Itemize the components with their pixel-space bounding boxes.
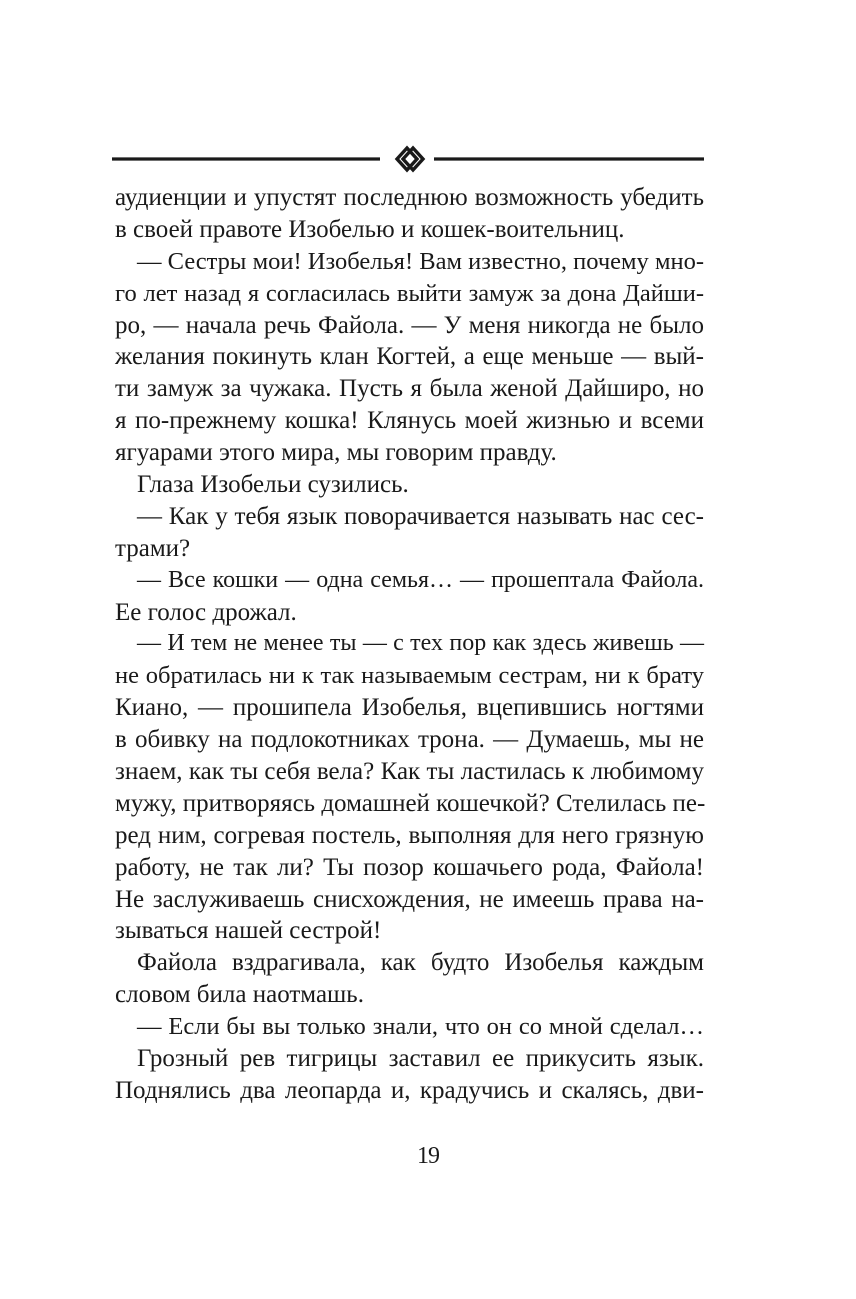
text-line: аудиенции и упустят последнюю возможность убедить (115, 184, 704, 211)
diamond-knot-icon (112, 140, 704, 176)
text-line: в обивку на подлокотниках трона. — Думаешь, мы не (115, 726, 704, 754)
text-line: Ее голос дрожал. (115, 598, 297, 626)
text-line: ро, — начала речь Файола. — У меня никогда не было (115, 311, 704, 339)
text-line: — Если бы вы только знали, что он со мной сделал… (137, 1013, 704, 1041)
text-line: в своей правоте Изобелью и кошек-воительниц. (115, 215, 625, 243)
text-line: — Все кошки — одна семья… — прошептала Файола. (137, 566, 704, 593)
text-line: ти замуж за чужака. Пусть я была женой Дайширо, но (115, 375, 704, 403)
text-line: зываться нашей сестрой! (115, 917, 382, 945)
text-line: Киано, — прошипела Изобелья, вцепившись ногтями (115, 694, 704, 722)
text-line: Глаза Изобельи сузились. (137, 471, 409, 499)
text-line: — И тем не менее ты — с тех пор как здесь живешь — (137, 630, 704, 657)
text-line: Грозный рев тигрицы заставил ее прикусить язык. (137, 1045, 704, 1073)
text-line: — Сестры мои! Изобелья! Вам известно, почему мно- (137, 247, 704, 275)
text-line: словом била наотмашь. (115, 981, 364, 1009)
body-text (115, 182, 704, 1107)
text-line: Файола вздрагивала, как будто Изобелья каждым (137, 949, 704, 977)
text-line: ягуарами этого мира, мы говорим правду. (115, 439, 557, 467)
page-number: 19 (417, 1143, 439, 1169)
text-line: Не заслуживаешь снисхождения, не имеешь права на- (115, 885, 704, 913)
header-ornament (112, 140, 704, 176)
text-line: я по-прежнему кошка! Клянусь моей жизнью и всеми (115, 407, 704, 435)
text-line: работу, не так ли? Ты позор кошачьего рода, Файола! (115, 853, 704, 881)
text-line: желания покинуть клан Когтей, а еще меньше — вый- (115, 343, 704, 371)
text-line: мужу, притворяясь домашней кошечкой? Стелилась пе- (115, 789, 706, 817)
text-line: трами? (115, 534, 191, 562)
text-line: — Как у тебя язык поворачивается называть нас сес- (137, 502, 704, 530)
text-line: Поднялись два леопарда и, крадучись и скалясь, дви- (115, 1076, 704, 1104)
text-line: го лет назад я согласилась выйти замуж за дона Дайши- (115, 279, 704, 307)
text-line: ред ним, согревая постель, выполняя для него грязную (115, 821, 704, 849)
text-line: знаем, как ты себя вела? Как ты ластилась к любимому (115, 758, 704, 786)
text-line: не обратилась ни к так называемым сестрам, ни к брату (115, 662, 704, 690)
